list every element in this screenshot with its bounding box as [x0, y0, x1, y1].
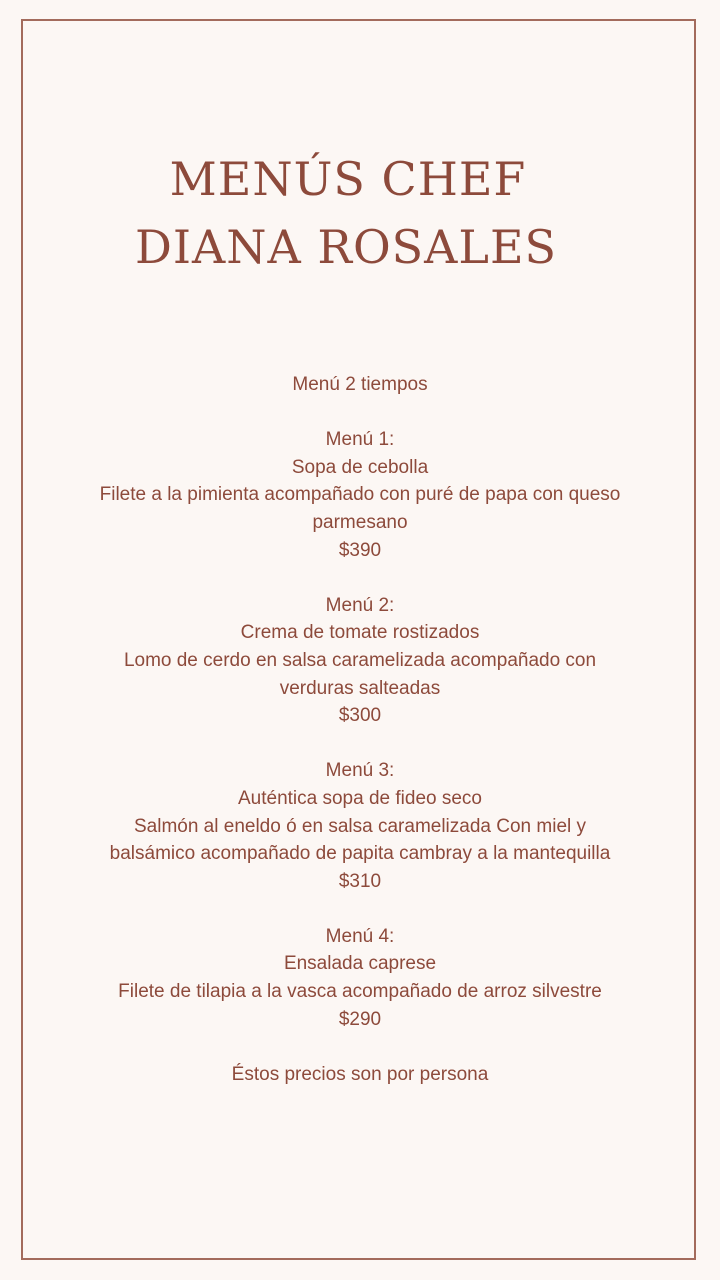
- menu-item: Filete a la pimienta acompañado con puré de papa con queso: [99, 484, 621, 506]
- price-note: Éstos precios son por persona: [231, 1063, 489, 1085]
- menu-item: parmesano: [312, 511, 408, 533]
- menu-item: Auténtica sopa de fideo seco: [237, 787, 482, 809]
- menu-price: $290: [338, 1008, 382, 1030]
- menu-item: Lomo de cerdo en salsa caramelizada acompañado con: [123, 649, 597, 671]
- menu-item: verduras salteadas: [279, 677, 441, 699]
- menu-section-1: [40, 426, 680, 564]
- title-line-2: DIANA ROSALES: [134, 220, 558, 274]
- menu-section-2: [40, 592, 680, 730]
- menu-price: $390: [338, 539, 382, 561]
- menu-heading: Menú 3:: [325, 760, 395, 782]
- menu-item: Ensalada caprese: [283, 953, 437, 975]
- menu-content: [40, 371, 680, 1088]
- menu-item: Sopa de cebolla: [291, 456, 429, 478]
- menu-heading: Menú 1:: [325, 429, 395, 451]
- menu-section-3: [40, 757, 680, 895]
- menu-item: Crema de tomate rostizados: [240, 622, 480, 644]
- menu-price: $300: [338, 705, 382, 727]
- menu-heading: Menú 4:: [325, 925, 395, 947]
- menu-item: balsámico acompañado de papita cambray a la mantequilla: [109, 843, 611, 865]
- menu-item: Filete de tilapia a la vasca acompañado de arroz silvestre: [118, 981, 602, 1003]
- menu-subtitle: Menú 2 tiempos: [292, 374, 428, 395]
- menu-section-4: [40, 923, 680, 1033]
- title-line-1: MENÚS CHEF: [169, 152, 527, 206]
- menu-price: $310: [338, 870, 382, 892]
- menu-item: Salmón al eneldo ó en salsa caramelizada Con miel y: [133, 815, 587, 837]
- menu-heading: Menú 2:: [325, 594, 395, 616]
